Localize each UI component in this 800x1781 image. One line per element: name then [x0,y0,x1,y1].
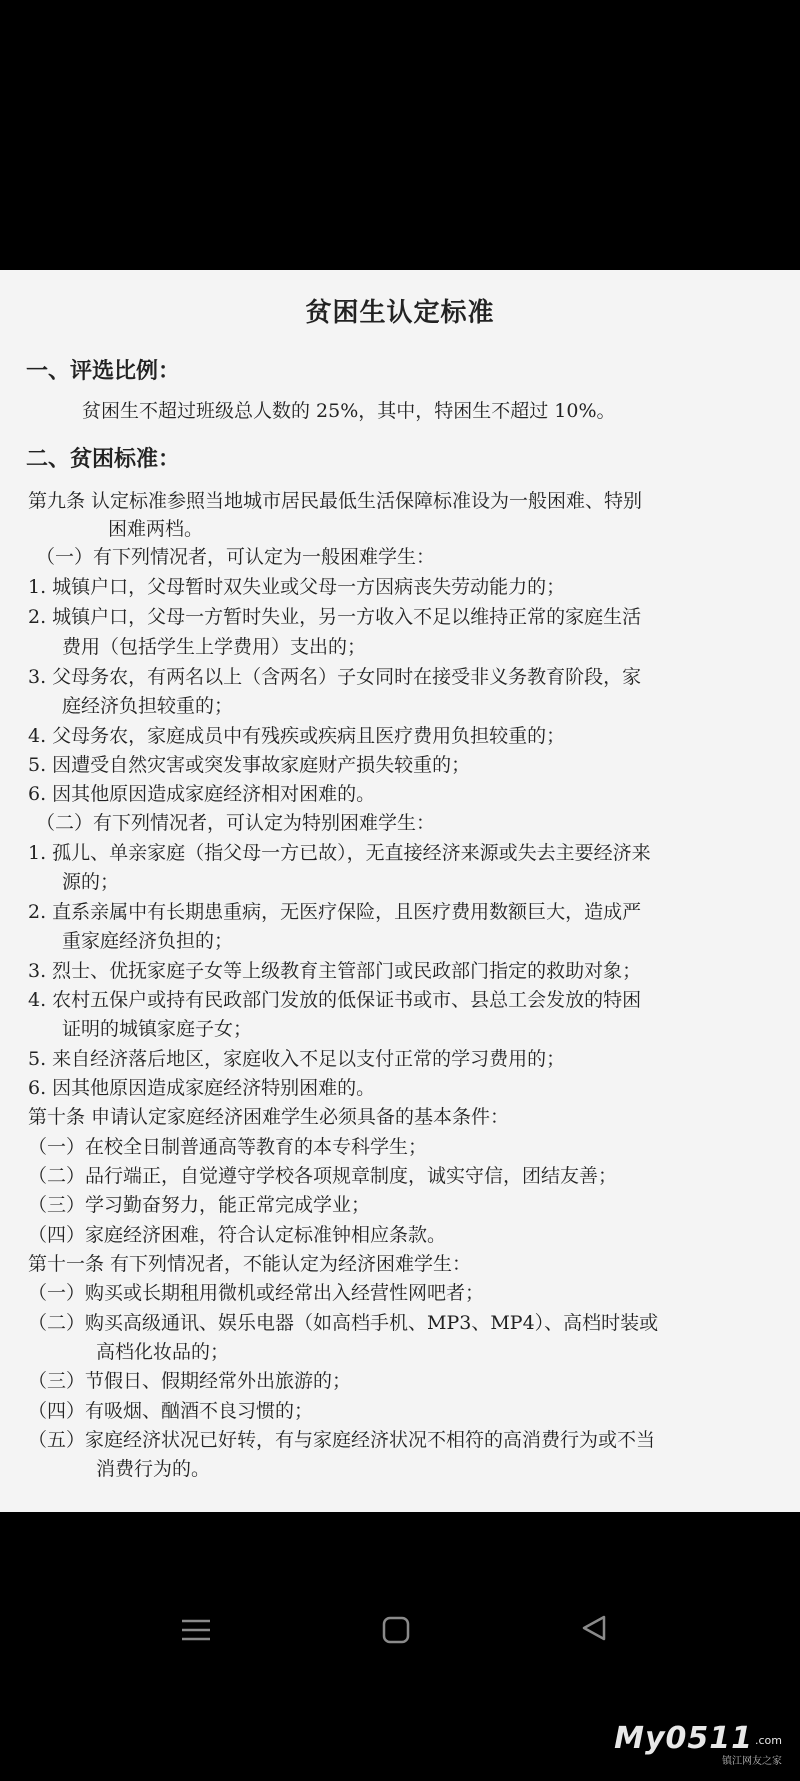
text-line: （五）家庭经济状况已好转，有与家庭经济状况不相符的高消费行为或不当 [28,1429,656,1451]
text-line: 4. 农村五保户或持有民政部门发放的低保证书或市、县总工会发放的特困 [28,989,642,1011]
text-line: 2. 直系亲属中有长期患重病，无医疗保险，且医疗费用数额巨大，造成严 [28,901,642,923]
ratio-text: 贫困生不超过班级总人数的 25%，其中，特困生不超过 10%。 [82,400,616,422]
text-line: 6. 因其他原因造成家庭经济相对困难的。 [28,783,376,805]
text-line: 2. 城镇户口，父母一方暂时失业，另一方收入不足以维持正常的家庭生活 [28,606,642,628]
document-page [0,270,800,1512]
text-line: 5. 来自经济落后地区，家庭收入不足以支付正常的学习费用的； [28,1048,566,1070]
text-line: （四）有吸烟、酗酒不良习惯的； [28,1400,314,1422]
text-line: （一）在校全日制普通高等教育的本专科学生； [28,1136,428,1158]
document-title: 贫困生认定标准 [305,298,495,328]
back-icon[interactable] [578,1612,610,1644]
navigation-bar [0,1512,800,1781]
text-line: 3. 烈士、优抚家庭子女等上级教育主管部门或民政部门指定的救助对象； [28,960,642,982]
watermark-subtitle: 镇江网友之家 [722,1756,782,1767]
text-line: 3. 父母务农，有两名以上（含两名）子女同时在接受非义务教育阶段，家 [28,666,642,688]
watermark-brand: My0511 [614,1721,753,1756]
text-line: （四）家庭经济困难，符合认定标准钟相应条款。 [28,1224,447,1246]
text-line: （一）有下列情况者，可认定为一般困难学生： [36,546,436,568]
text-line: 4. 父母务农，家庭成员中有残疾或疾病且医疗费用负担较重的； [28,725,566,747]
text-line: 6. 因其他原因造成家庭经济特别困难的。 [28,1077,376,1099]
text-line: 困难两档。 [108,518,204,540]
text-line: 5. 因遭受自然灾害或突发事故家庭财产损失较重的； [28,754,471,776]
text-line: （一）购买或长期租用微机或经常出入经营性网吧者； [28,1282,485,1304]
watermark-suffix: .com [755,1734,782,1747]
text-line: 1. 城镇户口，父母暂时双失业或父母一方因病丧失劳动能力的； [28,576,566,598]
text-line: （三）学习勤奋努力，能正常完成学业； [28,1194,371,1216]
text-line: 费用（包括学生上学费用）支出的； [62,636,367,658]
text-line: 1. 孤儿、单亲家庭（指父母一方已故），无直接经济来源或失去主要经济来 [28,842,651,864]
section-heading-standard: 二、贫困标准： [26,446,181,472]
site-watermark [614,1721,782,1767]
text-line: （二）品行端正，自觉遵守学校各项规章制度，诚实守信，团结友善； [28,1165,618,1187]
text-line: （二）有下列情况者，可认定为特别困难学生： [36,812,436,834]
text-line: 庭经济负担较重的； [62,695,234,717]
home-icon[interactable] [380,1614,412,1646]
text-line: 第十一条 有下列情况者，不能认定为经济困难学生： [28,1253,472,1275]
text-line: 消费行为的。 [96,1458,211,1480]
section-heading-ratio: 一、评选比例： [26,358,181,384]
text-line: （二）购买高级通讯、娱乐电器（如高档手机、MP3、MP4）、高档时装或 [28,1312,659,1334]
text-line: （三）节假日、假期经常外出旅游的； [28,1370,352,1392]
text-line: 第十条 申请认定家庭经济困难学生必须具备的基本条件： [28,1106,510,1128]
text-line: 重家庭经济负担的； [62,930,234,952]
menu-icon[interactable] [178,1615,214,1645]
text-line: 源的； [62,871,120,893]
text-line: 第九条 认定标准参照当地城市居民最低生活保障标准设为一般困难、特别 [28,490,643,512]
text-line: 高档化妆品的； [96,1341,230,1363]
text-line: 证明的城镇家庭子女； [62,1018,253,1040]
